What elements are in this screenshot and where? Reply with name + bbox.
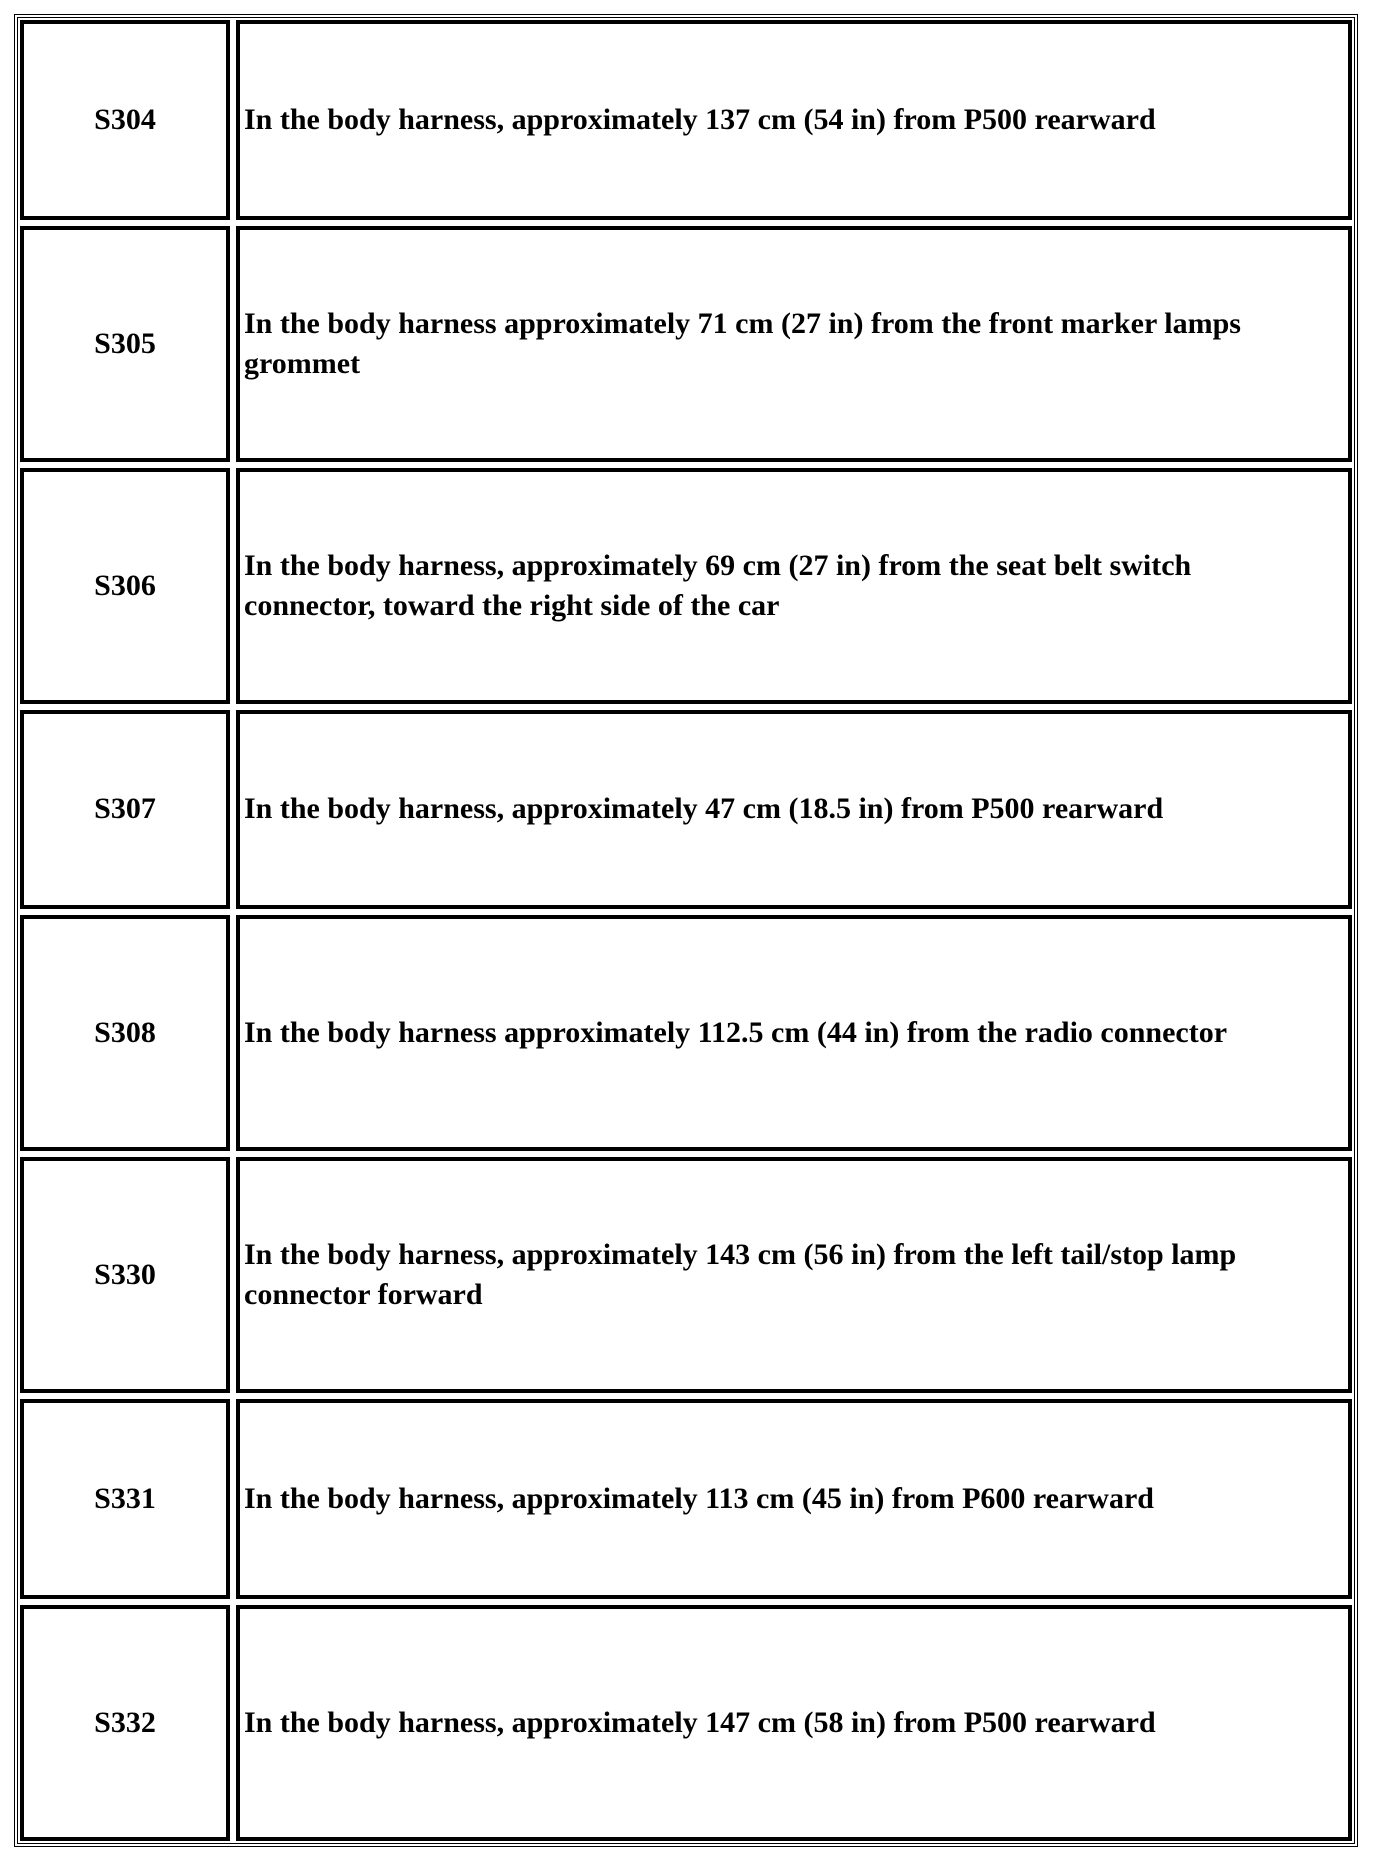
table-row <box>20 20 1352 220</box>
table-row <box>20 468 1352 704</box>
splice-id: S304 <box>20 20 230 220</box>
splice-description: In the body harness approximately 112.5 cm (44 in) from the radio connector <box>236 915 1352 1151</box>
splice-id: S331 <box>20 1399 230 1599</box>
splice-description: In the body harness, approximately 147 cm (58 in) from P500 rearward <box>236 1605 1352 1841</box>
splice-id: S330 <box>20 1157 230 1393</box>
splice-location-table-frame <box>14 14 1358 1847</box>
table-row <box>20 710 1352 910</box>
splice-id: S307 <box>20 710 230 910</box>
table-row <box>20 1157 1352 1393</box>
splice-description: In the body harness, approximately 113 cm (45 in) from P600 rearward <box>236 1399 1352 1599</box>
splice-description: In the body harness, approximately 137 cm (54 in) from P500 rearward <box>236 20 1352 220</box>
splice-id: S306 <box>20 468 230 704</box>
splice-id: S305 <box>20 226 230 462</box>
table-row <box>20 915 1352 1151</box>
table-row <box>20 1399 1352 1599</box>
table-row <box>20 1605 1352 1841</box>
splice-location-table <box>14 14 1358 1847</box>
splice-description: In the body harness, approximately 47 cm (18.5 in) from P500 rearward <box>236 710 1352 910</box>
splice-description: In the body harness, approximately 143 cm (56 in) from the left tail/stop lamp connector forward <box>236 1157 1352 1393</box>
splice-id: S332 <box>20 1605 230 1841</box>
splice-description: In the body harness, approximately 69 cm (27 in) from the seat belt switch connector, toward the right side of the car <box>236 468 1352 704</box>
splice-id: S308 <box>20 915 230 1151</box>
splice-description: In the body harness approximately 71 cm (27 in) from the front marker lamps grommet <box>236 226 1352 462</box>
table-row <box>20 226 1352 462</box>
